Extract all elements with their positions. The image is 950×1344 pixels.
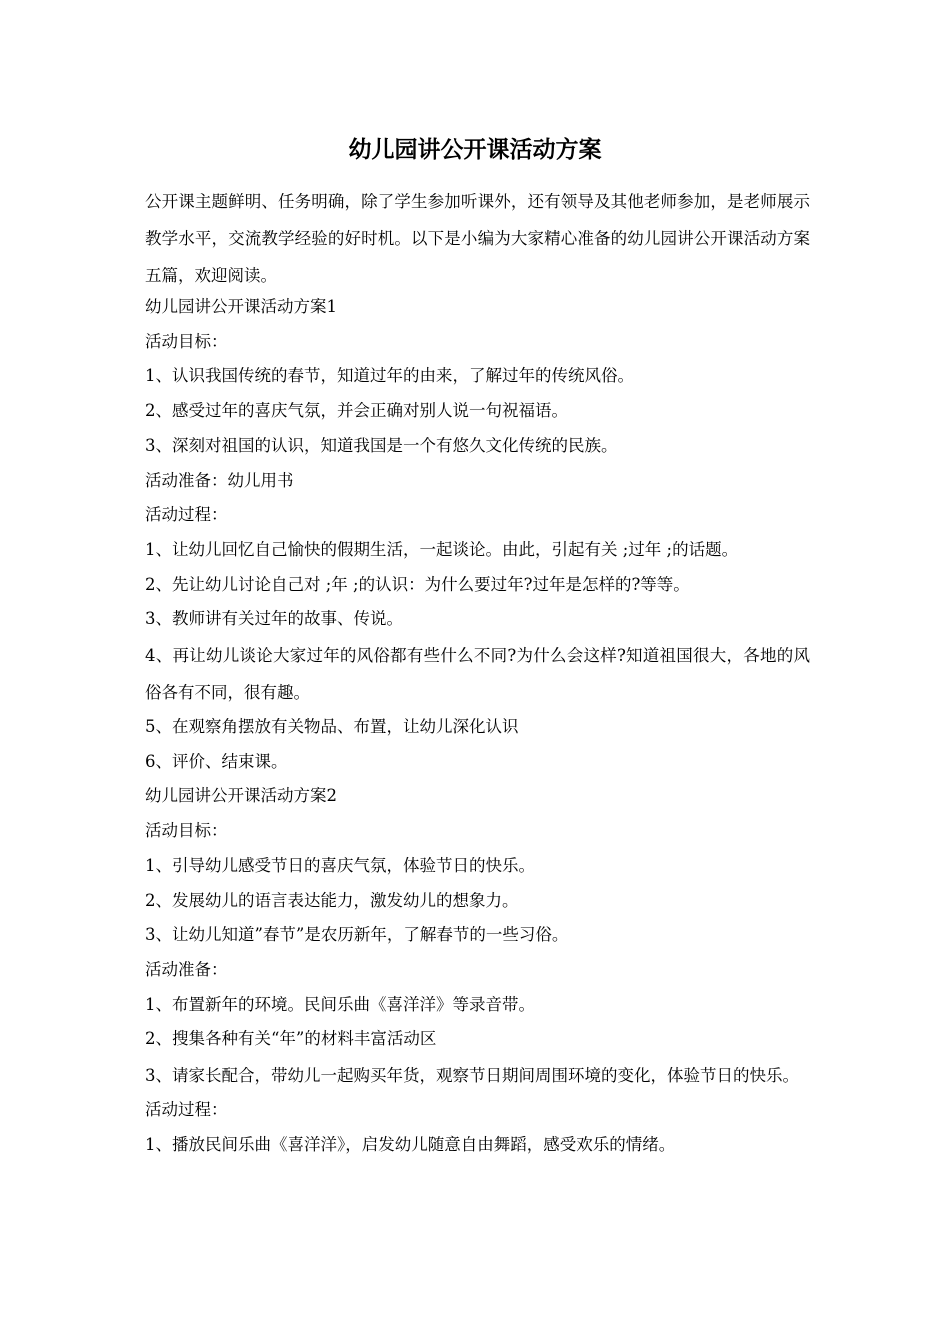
plan-1-heading: 幼儿园讲公开课活动方案1 xyxy=(145,297,337,316)
list-item: 2、搜集各种有关“年”的材料丰富活动区 xyxy=(145,1029,437,1049)
list-item: 3、教师讲有关过年的故事、传说。 xyxy=(145,609,403,629)
list-item: 4、再让幼儿谈论大家过年的风俗都有些什么不同?为什么会这样?知道祖国很大，各地的风俗各有不同，很有趣。 xyxy=(145,646,810,703)
plan-2-heading: 幼儿园讲公开课活动方案2 xyxy=(145,786,337,806)
list-item: 5、在观察角摆放有关物品、布置，让幼儿深化认识 xyxy=(145,717,519,737)
list-item: 3、让幼儿知道”春节”是农历新年，了解春节的一些习俗。 xyxy=(145,925,569,945)
list-item: 3、深刻对祖国的认识，知道我国是一个有悠久文化传统的民族。 xyxy=(145,435,618,455)
section-label-process: 活动过程： xyxy=(145,1100,228,1120)
list-item: 2、发展幼儿的语言表达能力，激发幼儿的想象力。 xyxy=(145,890,519,910)
list-item: 1、引导幼儿感受节日的喜庆气氛，体验节日的快乐。 xyxy=(145,855,535,875)
section-label-goals: 活动目标： xyxy=(145,821,228,841)
list-item: 2、感受过年的喜庆气氛，并会正确对别人说一句祝福语。 xyxy=(145,401,568,421)
list-item: 1、认识我国传统的春节，知道过年的由来，了解过年的传统风俗。 xyxy=(145,366,634,386)
document-body xyxy=(145,183,810,1162)
list-item: 1、播放民间乐曲《喜洋洋》，启发幼儿随意自由舞蹈，感受欢乐的情绪。 xyxy=(145,1134,676,1154)
list-item: 1、布置新年的环境。民间乐曲《喜洋洋》等录音带。 xyxy=(145,994,535,1014)
section-label-process: 活动过程： xyxy=(145,505,228,525)
list-item: 3、请家长配合，带幼儿一起购买年货，观察节日期间周围环境的变化，体验节日的快乐。 xyxy=(145,1066,799,1086)
intro-paragraph: 公开课主题鲜明、任务明确，除了学生参加听课外，还有领导及其他老师参加，是老师展示教学水平，交流教学经验的好时机。以下是小编为大家精心准备的幼儿园讲公开课活动方案五篇，欢迎阅读。 xyxy=(145,192,810,285)
list-item: 6、评价、结束课。 xyxy=(145,751,288,771)
section-label-preparation: 活动准备：幼儿用书 xyxy=(145,470,294,490)
section-label-goals: 活动目标： xyxy=(145,331,228,351)
section-label-preparation: 活动准备： xyxy=(145,959,228,979)
document-title: 幼儿园讲公开课活动方案 xyxy=(348,136,602,163)
list-item: 2、先让幼儿讨论自己对 ;年 ;的认识：为什么要过年?过年是怎样的?等等。 xyxy=(145,574,690,594)
list-item: 1、让幼儿回忆自己愉快的假期生活，一起谈论。由此，引起有关 ;过年 ;的话题。 xyxy=(145,539,739,559)
